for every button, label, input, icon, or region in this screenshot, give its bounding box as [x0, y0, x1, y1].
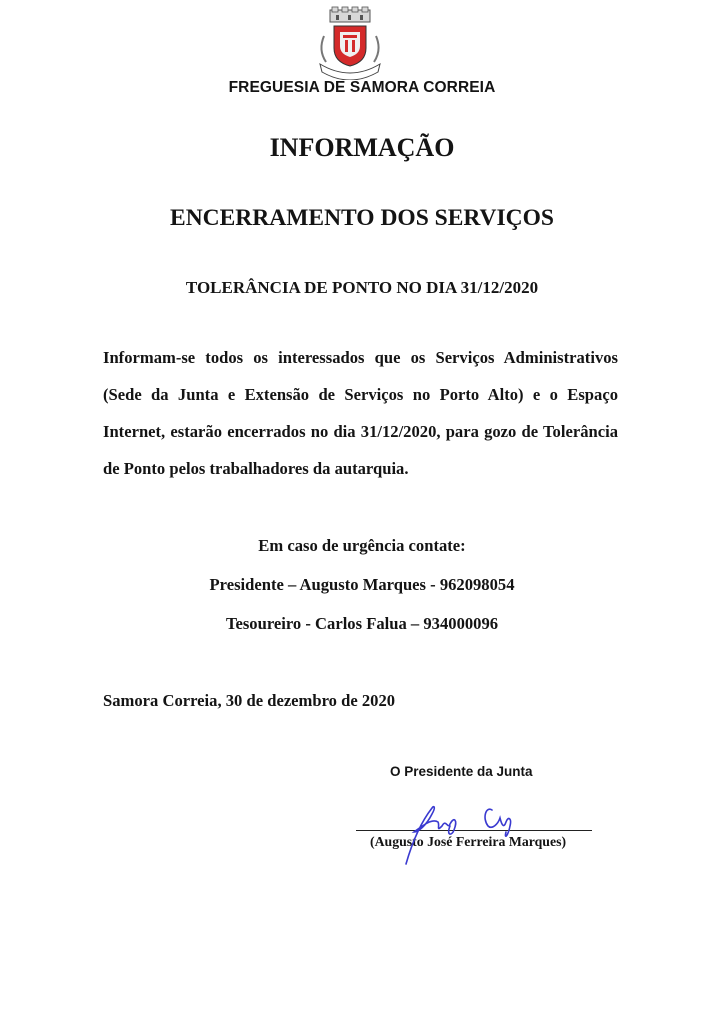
document-heading: ENCERRAMENTO DOS SERVIÇOS: [170, 205, 554, 231]
contact-president: Presidente – Augusto Marques - 962098054: [209, 575, 515, 594]
body-paragraph: Informam-se todos os interessados que os Serviços Administrativos (Sede da Junta e Extensão de Serviços no Porto Alto) e o Espaço Internet, estarão encerrados no dia 31/12/2020, para gozo de Tolerância de Ponto pelos trabalhadores da autarquia.: [103, 348, 618, 478]
organization-name: FREGUESIA DE SAMORA CORREIA: [228, 79, 496, 96]
document-title: INFORMAÇÃO: [269, 133, 455, 162]
contact-heading: Em caso de urgência contate:: [258, 536, 466, 555]
signatory-role: O Presidente da Junta: [390, 764, 533, 779]
coat-of-arms-icon: [312, 6, 388, 80]
signatory-name: (Augusto José Ferreira Marques): [370, 834, 567, 849]
contact-treasurer: Tesoureiro - Carlos Falua – 934000096: [225, 614, 499, 633]
document-subtitle: TOLERÂNCIA DE PONTO NO DIA 31/12/2020: [185, 278, 539, 297]
place-and-date: Samora Correia, 30 de dezembro de 2020: [103, 691, 396, 710]
handwritten-signature: [388, 796, 538, 868]
